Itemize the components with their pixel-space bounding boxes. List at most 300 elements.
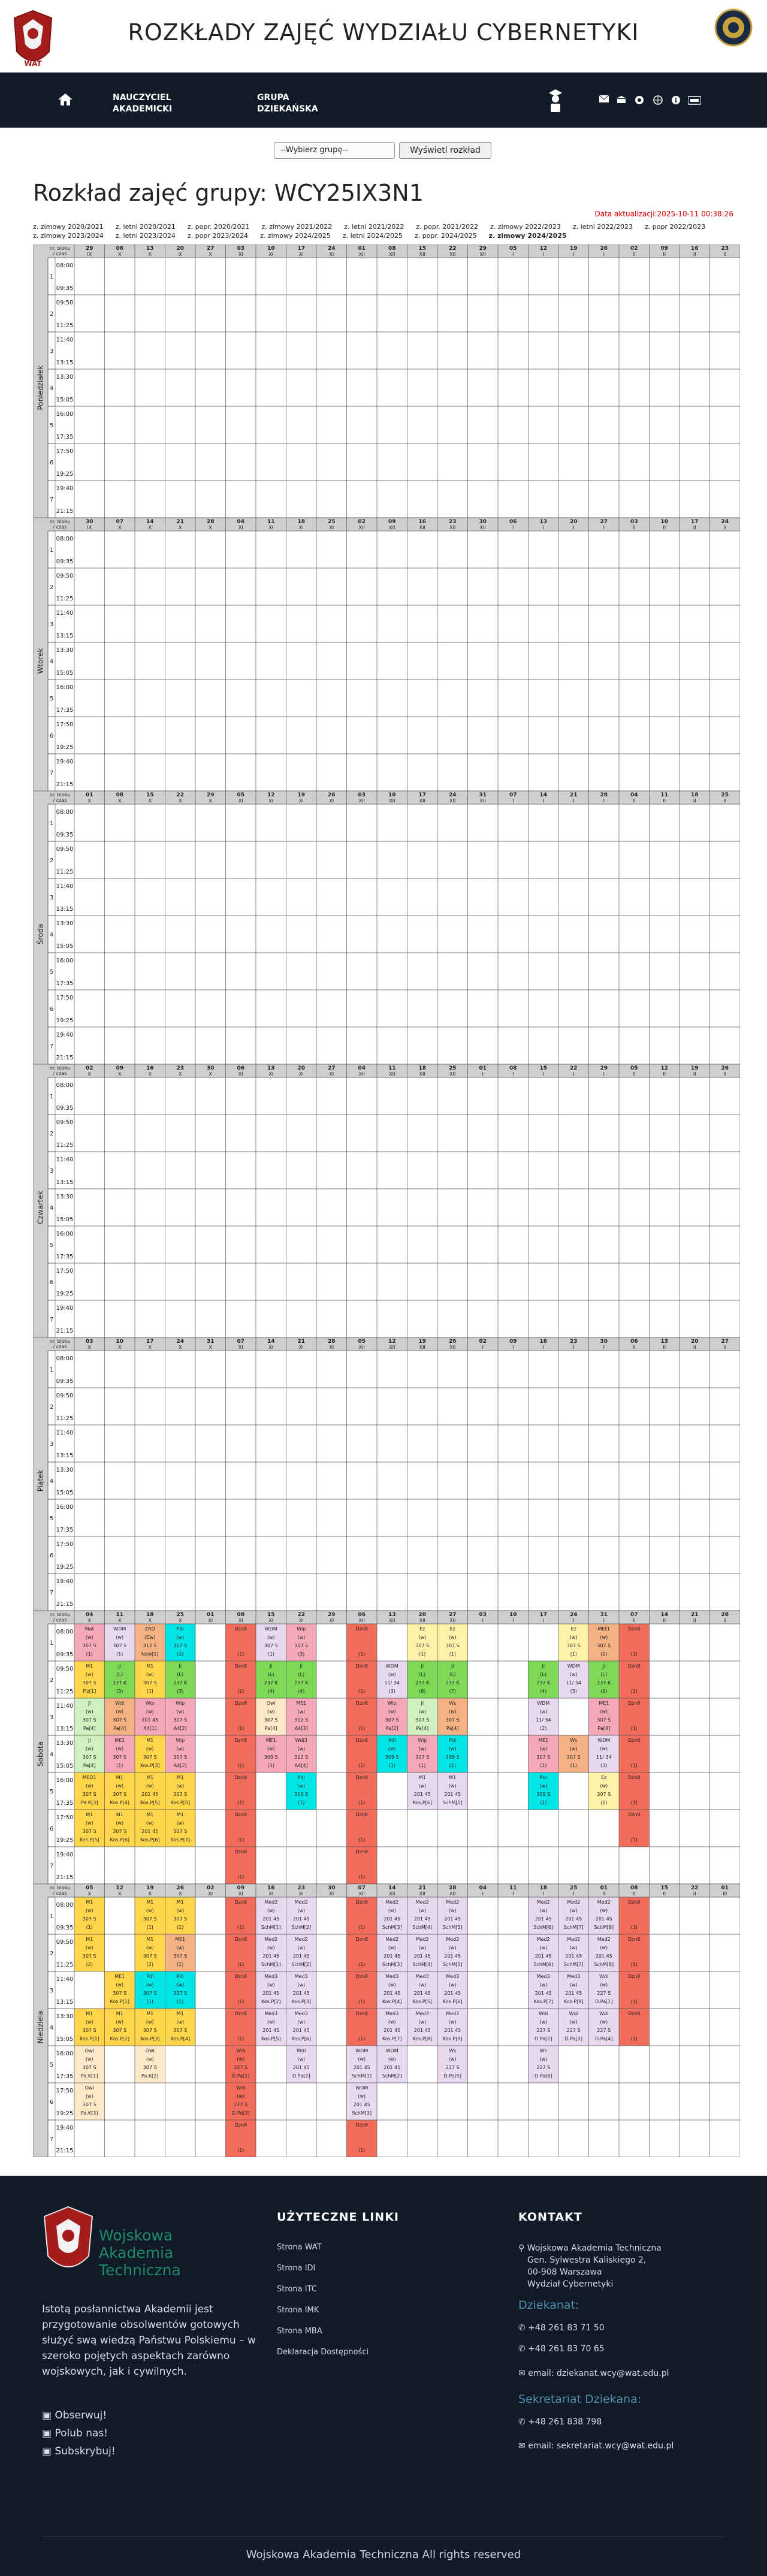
link-idi[interactable]: Strona IDI [277, 2264, 316, 2273]
social-youtube[interactable] [42, 2445, 116, 2457]
lesson-text: (1) [177, 1925, 184, 1930]
semester-link[interactable]: z. zimowy 2023/2024 [33, 232, 104, 240]
date-day: 07 [358, 1885, 366, 1891]
date-month: X [87, 1891, 91, 1896]
lesson-text: (w) [146, 1945, 154, 1950]
lesson-text: (w) [85, 2019, 93, 2025]
lesson-text: (L) [600, 1672, 608, 1677]
semester-link[interactable]: z. letni 2021/2022 [344, 223, 404, 231]
date-day: 03 [85, 1339, 93, 1345]
lesson-text: Kos.P[6] [291, 2036, 312, 2042]
block-start: 11:40 [56, 1976, 74, 1983]
lesson-text: 307 S [113, 1643, 127, 1648]
lesson-text: M1 [146, 1812, 154, 1817]
lesson-text: 307 S [264, 1643, 278, 1648]
date-month: II [632, 1891, 636, 1896]
lesson-text: (w) [448, 1746, 457, 1751]
link-itc[interactable]: Strona ITC [277, 2285, 317, 2294]
lesson-text: ME1 [114, 1974, 125, 1979]
lesson-text: 201 45 [292, 1953, 310, 1959]
block-end: 13:15 [56, 906, 74, 913]
lesson-text: 201 45 [141, 1829, 159, 1834]
lesson-text: Pa[4] [264, 1726, 277, 1731]
lesson-text: Owl [145, 2048, 155, 2053]
semester-link[interactable]: z. popr 2022/2023 [644, 223, 706, 231]
lesson-text: M1 [116, 2011, 123, 2016]
block-number: 7 [49, 1043, 54, 1050]
link-wat[interactable]: Strona WAT [277, 2243, 322, 2252]
lesson-text: M1 [86, 1812, 93, 1817]
lesson-text: SchM[5] [442, 1962, 463, 1967]
lesson-text: SchM[1] [261, 1962, 281, 1967]
user-lock-icon[interactable] [546, 87, 564, 113]
date-day: 10 [116, 1339, 124, 1345]
time-header-label: / czas [53, 1071, 67, 1076]
date-month: II [693, 1071, 696, 1077]
block-number: 3 [49, 1714, 54, 1721]
dean-email[interactable] [518, 2369, 669, 2378]
lesson-text: M1 [86, 1937, 93, 1942]
date-month: XII [419, 1618, 425, 1623]
nav-group[interactable]: GRUPA DZIEKAŃSKA [257, 93, 318, 114]
lesson-text: Med2 [597, 1899, 611, 1905]
date-day: 24 [327, 246, 336, 252]
lesson-text: Pa.K[3] [81, 2110, 98, 2116]
block-start: 09:50 [56, 1393, 74, 1399]
date-month: I [603, 1618, 605, 1623]
lesson-text: Dzn8 [627, 1738, 641, 1743]
date-month: X [209, 525, 212, 530]
lesson-text: Ez [449, 1626, 455, 1632]
semester-link[interactable]: z. zimowy 2022/2023 [490, 223, 561, 231]
date-day: 20 [569, 519, 578, 525]
lesson-text: WDM [355, 2085, 369, 2091]
date-month: II [632, 525, 636, 530]
contact-heading: KONTAKT [518, 2210, 582, 2224]
lesson-text: (1) [298, 1800, 305, 1805]
date-day: 24 [176, 1339, 185, 1345]
semester-link[interactable]: z. popr. 2020/2021 [187, 223, 250, 231]
date-month: XII [449, 525, 456, 530]
lesson-text: 307 S [143, 1680, 157, 1686]
lesson-text: 201 45 [141, 1792, 159, 1797]
date-month: XII [419, 1891, 425, 1896]
lesson-text: (3) [388, 1689, 395, 1694]
lesson-text: (w) [267, 1945, 275, 1950]
lesson-text: 201 45 [565, 1953, 582, 1959]
lesson-text: Dzn8 [627, 1701, 641, 1706]
lesson-text: (w) [600, 1982, 608, 1988]
date-month: II [632, 252, 636, 257]
dean-phone[interactable] [518, 2323, 605, 2333]
date-day: 15 [146, 792, 154, 798]
lesson-text: Dzn8 [627, 1663, 641, 1669]
lesson-text: (w) [569, 2019, 578, 2025]
date-day: 07 [237, 1339, 245, 1345]
lesson-text: A4[2] [173, 1726, 187, 1731]
date-month: XII [389, 252, 395, 257]
lesson-text: Dzn8 [234, 1974, 247, 1979]
semester-link[interactable]: z. letni 2024/2025 [342, 232, 403, 240]
lesson-text: Dzn8 [355, 1663, 369, 1669]
lesson-text: (w) [600, 1709, 608, 1714]
lesson-text: Dzn8 [234, 1701, 247, 1706]
home-icon[interactable] [58, 93, 73, 106]
lesson-text: (L) [177, 1672, 184, 1677]
block-start: 19:40 [56, 1305, 74, 1312]
date-day: 26 [448, 1339, 457, 1345]
semester-link[interactable]: z. letni 2023/2024 [115, 232, 176, 240]
day-block [33, 518, 740, 791]
pin-icon: ⚲ [518, 2243, 527, 2253]
lesson-text: Ws [449, 2048, 457, 2053]
youtube-icon: ▣ [42, 2445, 55, 2457]
lesson-text: Ws [570, 1738, 578, 1743]
date-day: 04 [358, 1065, 366, 1071]
date-day: 22 [690, 1885, 699, 1891]
date-month: II [693, 252, 696, 257]
date-month: XI [238, 252, 243, 257]
nav-teachers[interactable]: NAUCZYCIEL AKADEMICKI [113, 93, 173, 114]
semester-link[interactable]: z. letni 2022/2023 [572, 223, 633, 231]
lesson-text: SchM[1] [261, 1925, 281, 1930]
block-number: 3 [49, 1168, 54, 1174]
time-header-label: / czas [53, 1617, 67, 1623]
lesson-text: 227 S [234, 2065, 248, 2070]
date-day: 19 [418, 1339, 427, 1345]
lesson-text: (w) [418, 1746, 427, 1751]
block-end: 21:15 [56, 1601, 74, 1608]
block-start: 13:30 [56, 920, 74, 927]
info-icon[interactable] [671, 95, 681, 105]
lesson-text: 307 S [143, 1754, 157, 1760]
dean-phone-2: +48 261 83 70 65 [528, 2344, 605, 2354]
lesson-text: Med2 [264, 1937, 278, 1942]
accessibility-icon[interactable] [688, 95, 701, 106]
date-month: IX [87, 525, 92, 530]
lesson-text: Pa.K[2] [141, 2073, 159, 2079]
lesson-text: (1) [177, 1999, 184, 2004]
time-header-label: nr. bloku [49, 1612, 71, 1617]
date-day: 13 [267, 1065, 275, 1071]
date-day: 29 [85, 246, 93, 252]
lesson-text: (w) [146, 1746, 154, 1751]
site-header [0, 0, 767, 73]
address-line-1: Wojskowa Akademia Techniczna [527, 2243, 662, 2253]
lesson-text: (1) [570, 1651, 577, 1657]
group-select[interactable]: --Wybierz grupę-- [274, 142, 395, 159]
block-end: 15:05 [56, 943, 74, 950]
lesson-text: (w) [539, 1783, 548, 1789]
social-facebook[interactable] [42, 2427, 108, 2439]
block-start: 19:40 [56, 1852, 74, 1858]
link-mba[interactable]: Strona MBA [277, 2327, 322, 2336]
lesson-text: 307 S [82, 1953, 96, 1959]
date-day: 27 [206, 246, 215, 252]
lesson-text: (1) [630, 1800, 638, 1805]
day-block [33, 791, 740, 1064]
date-month: I [542, 525, 544, 530]
date-month: IX [87, 252, 92, 257]
date-day: 16 [267, 1885, 275, 1891]
date-month: XII [449, 1071, 456, 1077]
show-schedule-button[interactable]: Wyświetl rozkład [399, 142, 491, 159]
block-start: 16:00 [56, 411, 74, 418]
time-header-label: / czas [53, 798, 67, 803]
lesson-text: Med3 [446, 1974, 460, 1979]
lesson-text: 201 45 [384, 1953, 401, 1959]
mail-icon[interactable] [599, 95, 609, 102]
block-start: 19:40 [56, 2125, 74, 2131]
block-start: 16:00 [56, 1777, 74, 1784]
date-month: II [693, 1618, 696, 1623]
block-end: 11:25 [56, 1415, 74, 1422]
lesson-text: 307 S [82, 1643, 96, 1648]
lesson-text: (1) [449, 1763, 456, 1768]
date-month: XI [238, 1891, 243, 1896]
lesson-text: (w) [85, 1672, 93, 1677]
lesson-text: WDM [385, 1663, 398, 1669]
semester-link[interactable]: z. zimowy 2020/2021 [33, 223, 104, 231]
lesson-text: 307 S [445, 1643, 460, 1648]
copyright: Wojskowa Akademia Techniczna All rights reserved [246, 2548, 521, 2561]
lesson-text: Med3 [415, 2011, 429, 2016]
lesson-text: Dzn8 [355, 1626, 369, 1632]
block-number: 4 [49, 1751, 54, 1758]
date-month: XII [449, 252, 456, 257]
lesson-text: (w) [600, 2019, 608, 2025]
date-month: XI [238, 525, 243, 530]
semester-link[interactable]: z. zimowy 2024/2025 [260, 232, 331, 240]
semester-link[interactable]: z. popr. 2024/2025 [414, 232, 477, 240]
lesson-text: Med2 [446, 1937, 460, 1942]
block-start: 11:40 [56, 1156, 74, 1163]
lesson-text: (w) [448, 1908, 457, 1913]
lesson-text: 201 45 [262, 2028, 280, 2033]
date-day: 17 [297, 246, 306, 252]
date-day: 05 [630, 1065, 638, 1071]
lesson-text: Pdi [388, 1738, 396, 1743]
lesson-text: (1) [449, 1651, 456, 1657]
lesson-text: 237 K [536, 1680, 551, 1686]
lesson-text: Med2 [567, 1899, 581, 1905]
lesson-text: (1) [237, 1999, 244, 2004]
globe-icon[interactable] [653, 95, 663, 105]
link-accessibility[interactable]: Deklaracja Dostępności [277, 2348, 369, 2357]
lesson-text: (1) [630, 1999, 638, 2004]
semester-link[interactable]: z. popr 2023/2024 [187, 232, 249, 240]
lesson-text: (1) [177, 1962, 184, 1967]
lesson-text: 237 K [173, 1680, 188, 1686]
block-start: 17:50 [56, 448, 74, 455]
lesson-text: 201 45 [535, 1953, 552, 1959]
lesson-text: (w) [176, 1982, 185, 1988]
date-day: 05 [85, 1885, 93, 1891]
block-end: 09:35 [56, 1105, 74, 1112]
lesson-text: (1) [146, 1999, 153, 2004]
lesson-text: Med2 [597, 1937, 611, 1942]
lesson-text: 201 45 [444, 1953, 461, 1959]
block-number: 1 [49, 820, 54, 827]
date-day: 25 [448, 1065, 457, 1071]
lesson-text: (3) [116, 1689, 123, 1694]
lesson-text: (w) [297, 1635, 306, 1640]
lesson-text: 201 45 [444, 1991, 461, 1996]
lesson-text: Ez [570, 1626, 576, 1632]
lesson-text: Med3 [264, 2011, 278, 2016]
date-month: XI [329, 1345, 334, 1350]
lesson-text: Mat [84, 1626, 94, 1632]
secretariat-phone[interactable] [518, 2417, 602, 2427]
lesson-text: (w) [569, 1982, 578, 1988]
lesson-text: (w) [388, 2019, 396, 2025]
date-day: 11 [509, 1885, 517, 1891]
lesson-text: Kos.P[4] [382, 1999, 402, 2004]
block-number: 5 [49, 1515, 54, 1522]
date-day: 12 [388, 1339, 396, 1345]
dean-office-heading: Dziekanat: [518, 2299, 579, 2312]
block-start: 13:30 [56, 2013, 74, 2020]
lesson-text: 312 S [143, 1643, 157, 1648]
block-end: 21:15 [56, 2148, 74, 2154]
building-icon[interactable] [616, 95, 627, 104]
dean-phone[interactable] [518, 2344, 605, 2354]
date-day: 19 [690, 1065, 699, 1071]
semester-link[interactable]: z. zimowy 2024/2025 [488, 232, 567, 240]
date-day: 28 [206, 519, 215, 525]
date-day: 03 [479, 1612, 487, 1618]
lesson-text: 201 45 [292, 2065, 310, 2070]
date-month: X [118, 252, 122, 257]
lesson-text: Pdi [297, 1775, 305, 1780]
lesson-text: 227 S [234, 2102, 248, 2107]
date-day: 04 [85, 1612, 93, 1618]
date-month: II [723, 1345, 727, 1350]
emblem-icon[interactable] [634, 95, 645, 105]
semester-link[interactable]: z. letni 2020/2021 [115, 223, 176, 231]
lesson-text: (1) [237, 1726, 244, 1731]
date-day: 31 [600, 1612, 608, 1618]
lesson-text: (1) [237, 2036, 244, 2042]
date-day: 30 [600, 1339, 608, 1345]
lesson-text: Pdi [176, 1626, 184, 1632]
lesson-text: (1) [570, 1763, 577, 1768]
lesson-text: WDM [355, 2048, 369, 2053]
secretariat-email[interactable] [518, 2441, 674, 2451]
lesson-text: 11/ 34 [535, 1717, 551, 1723]
date-day: 18 [690, 792, 699, 798]
lesson-text: M1 [146, 1663, 154, 1669]
date-month: III [723, 1891, 727, 1896]
lesson-text: (w) [358, 2094, 366, 2099]
lesson-text: (1) [237, 1800, 244, 1805]
x-icon: ▣ [42, 2409, 55, 2421]
lesson-text: (w) [600, 1783, 608, 1789]
date-day: 13 [660, 1339, 669, 1345]
block-start: 09:50 [56, 1666, 74, 1672]
date-day: 06 [358, 1612, 366, 1618]
footer-divider [42, 2536, 725, 2537]
lesson-text: (w) [418, 2019, 427, 2025]
lesson-text: (1) [630, 1726, 638, 1731]
lesson-text: Wip [418, 1738, 427, 1743]
semester-link[interactable]: z. popr. 2021/2022 [416, 223, 479, 231]
date-month: X [118, 798, 122, 804]
date-day: 20 [690, 1339, 699, 1345]
lesson-text: (1) [237, 1763, 244, 1768]
lesson-text: 307 S [82, 1680, 96, 1686]
block-number: 5 [49, 696, 54, 702]
lesson-text: (w) [267, 1908, 275, 1913]
lesson-text: (w) [569, 1672, 578, 1677]
date-day: 21 [690, 1612, 699, 1618]
lesson-text: 307 S [173, 1792, 188, 1797]
lesson-text: Dzn8 [627, 1775, 641, 1780]
date-month: XII [419, 1345, 425, 1350]
date-day: 01 [85, 792, 93, 798]
lesson-text: 227 S [445, 2065, 460, 2070]
lesson-text: (w) [297, 1783, 306, 1789]
lesson-text: (w) [388, 1945, 396, 1950]
block-start: 08:00 [56, 1355, 74, 1362]
block-number: 5 [49, 969, 54, 976]
lesson-text: Fiz[1] [83, 1689, 96, 1694]
link-imk[interactable]: Strona IMK [277, 2306, 319, 2315]
lesson-text: 312 S [294, 1754, 309, 1760]
lesson-text: (w) [85, 1709, 93, 1714]
lesson-text: (1) [630, 1837, 638, 1843]
lesson-text: 307 S [264, 1717, 278, 1723]
block-end: 13:15 [56, 360, 74, 366]
date-day: 03 [630, 519, 638, 525]
date-month: XI [208, 1618, 213, 1623]
social-x[interactable] [42, 2409, 107, 2421]
lesson-text: Owl [84, 2048, 94, 2053]
lesson-text: (1) [358, 1999, 366, 2004]
date-day: 26 [176, 1885, 185, 1891]
date-month: XII [358, 1345, 365, 1350]
date-month: II [663, 1345, 666, 1350]
lesson-text: Dzn8 [234, 1937, 247, 1942]
lesson-text: (w) [297, 1945, 306, 1950]
lesson-text: (w) [267, 1709, 275, 1714]
lesson-text: Pdi [539, 1775, 547, 1780]
date-month: I [512, 1891, 514, 1896]
lesson-text: 201 45 [353, 2102, 370, 2107]
date-month: I [512, 252, 514, 257]
block-start: 08:00 [56, 809, 74, 816]
block-end: 17:35 [56, 980, 74, 987]
lesson-text: 237 K [597, 1680, 611, 1686]
lesson-text: 227 S [597, 1991, 611, 1996]
block-end: 19:25 [56, 744, 74, 751]
block-end: 17:35 [56, 2073, 74, 2080]
date-day: 04 [479, 1885, 487, 1891]
block-end: 15:05 [56, 1490, 74, 1496]
lesson-text: (w) [297, 2056, 306, 2062]
semester-link[interactable]: z. zimowy 2021/2022 [261, 223, 333, 231]
lesson-text: (w) [85, 1635, 93, 1640]
lesson-text: (w) [176, 1820, 185, 1826]
lesson-text: Wip [387, 1701, 397, 1706]
lesson-text: Pa.K[1] [81, 2073, 98, 2079]
lesson-text: Ji [269, 1663, 273, 1669]
lesson-text: ME1 [265, 1738, 276, 1743]
time-header-label: / czas [53, 251, 67, 256]
lesson-text: M1 [449, 1775, 457, 1780]
lesson-text: SchM[4] [412, 1925, 433, 1930]
date-month: XI [298, 525, 304, 530]
